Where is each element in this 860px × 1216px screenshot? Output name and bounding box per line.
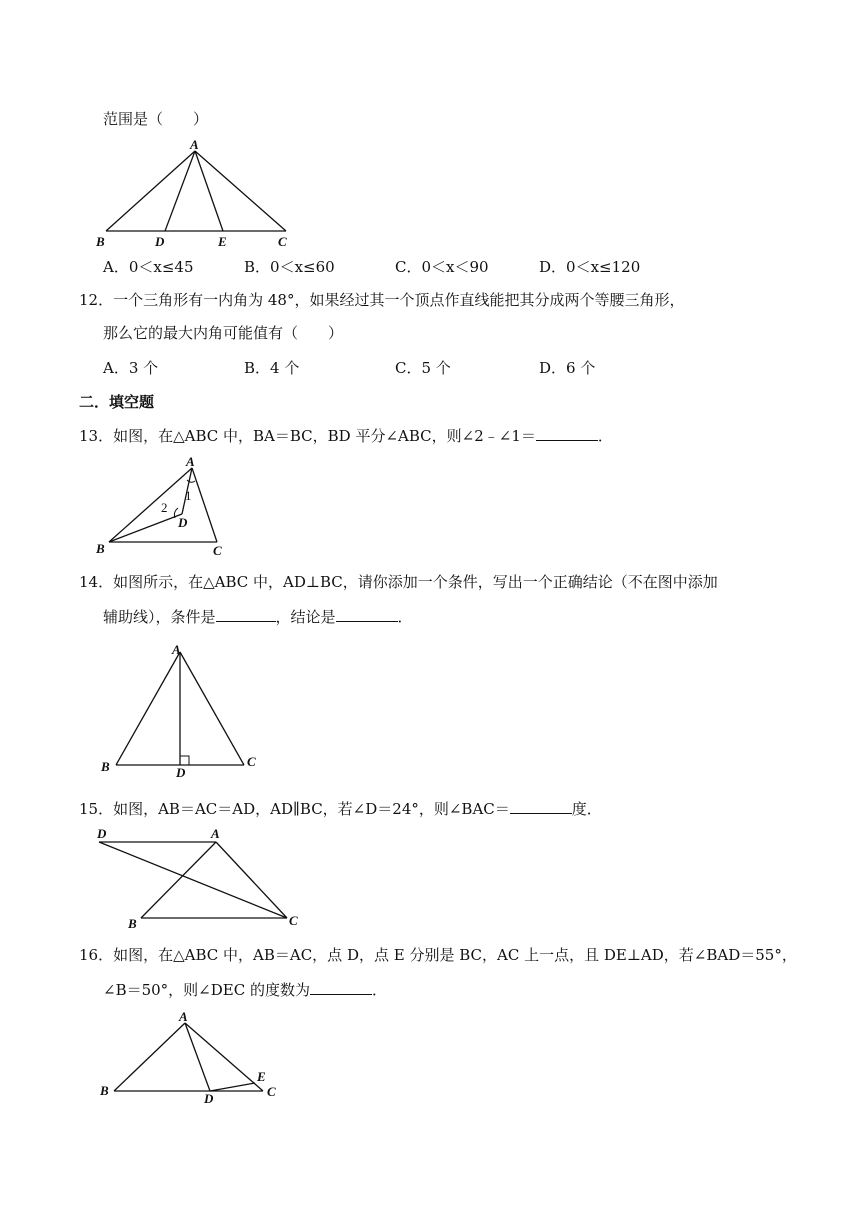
q11-label-a: A [190, 137, 199, 152]
q15-label-b: B [128, 916, 137, 931]
q12-option-d: D．6 个 [539, 359, 596, 377]
q14-label-d: D [176, 765, 186, 780]
q16-label-a: A [179, 1009, 188, 1024]
q13-label-angle2: 2 [161, 500, 168, 515]
q14-label-b: B [101, 759, 110, 774]
q13-label-b: B [96, 541, 105, 556]
q11-label-e: E [218, 234, 227, 249]
q13-text: 13．如图，在△ABC 中，BA＝BC，BD 平分∠ABC，则∠2﹣∠1＝ ． [79, 427, 613, 445]
q13-label-a: A [186, 454, 195, 469]
q16-label-c: C [267, 1084, 276, 1099]
q12-option-c: C．5 个 [395, 359, 451, 377]
q11-stem-tail: 范围是（ ） [103, 110, 209, 128]
q12-line2: 那么它的最大内角可能值有（ ） [103, 324, 344, 342]
q14-label-a: A [172, 642, 181, 657]
q15-label-a: A [211, 826, 220, 841]
q13-label-angle1: 1 [185, 488, 192, 503]
q11-option-d: D．0＜x≤120 [539, 258, 641, 276]
q11-label-c: C [278, 234, 287, 249]
q16-label-b: B [100, 1083, 109, 1098]
q11-option-b: B．0＜x≤60 [244, 258, 335, 276]
q12-line1: 12．一个三角形有一内角为 48°，如果经过其一个顶点作直线能把其分成两个等腰三角形， [79, 291, 685, 309]
q15-label-d: D [97, 826, 107, 841]
q16-line1: 16．如图，在△ABC 中，AB＝AC，点 D，点 E 分别是 BC，AC 上一点，且 DE⊥AD，若∠BAD＝55°， [79, 946, 797, 964]
q11-option-a: A．0＜x≤45 [103, 258, 194, 276]
q11-option-c: C．0＜x＜90 [395, 258, 489, 276]
q16-label-d: D [204, 1091, 214, 1106]
q16-line2: ∠B＝50°，则∠DEC 的度数为 ． [103, 981, 387, 999]
q11-label-b: B [96, 234, 105, 249]
q15-label-c: C [289, 913, 298, 928]
q14-line1: 14．如图所示，在△ABC 中，AD⊥BC，请你添加一个条件，写出一个正确结论（不在图中添加 [79, 573, 718, 591]
q14-label-c: C [247, 754, 256, 769]
q15-text: 15．如图，AB＝AC＝AD，AD∥BC，若∠D＝24°，则∠BAC＝ 度． [79, 800, 602, 818]
q13-label-c: C [213, 543, 222, 558]
section-title-fill-blank: 二．填空题 [79, 393, 155, 411]
q16-label-e: E [257, 1069, 266, 1084]
q11-label-d: D [155, 234, 165, 249]
q12-option-a: A．3 个 [103, 359, 159, 377]
q14-line2: 辅助线），条件是 ，结论是 ． [103, 608, 413, 626]
q13-label-d: D [178, 515, 188, 530]
q12-option-b: B．4 个 [244, 359, 300, 377]
